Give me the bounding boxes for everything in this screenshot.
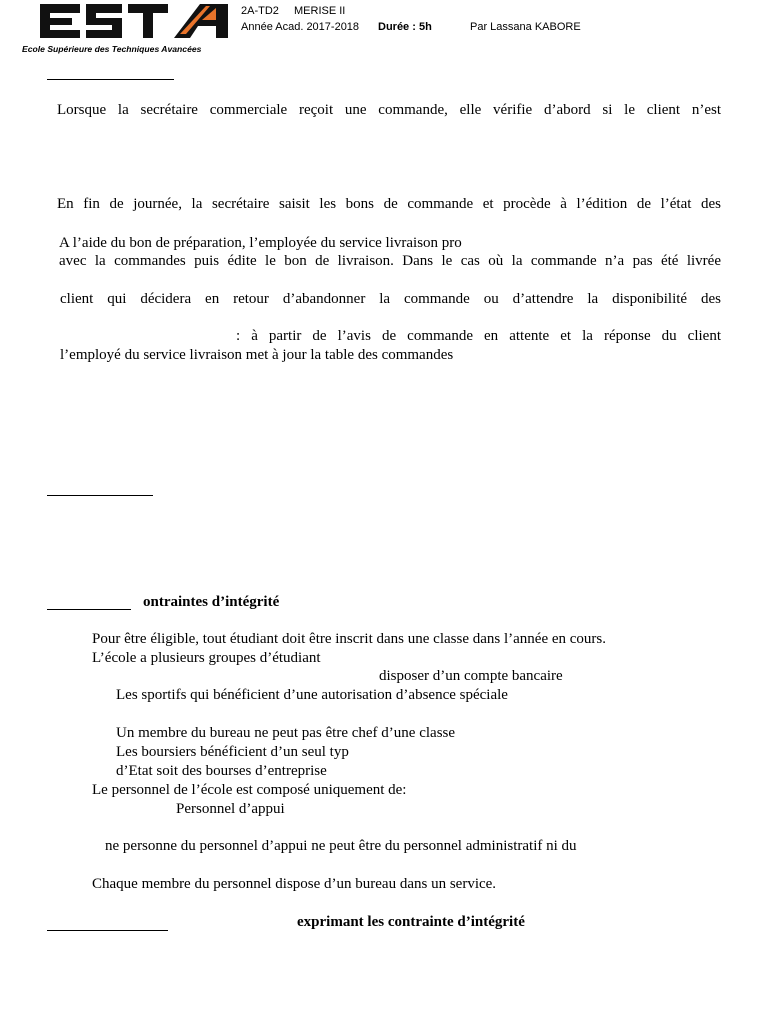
duration: Durée : 5h [378, 21, 432, 33]
section-heading: ontraintes d’intégrité [143, 594, 280, 610]
course-code: 2A-TD2 [241, 5, 279, 17]
constraint-line: d’Etat soit des bourses d’entreprise [116, 763, 327, 779]
school-logo [22, 4, 228, 56]
constraint-line: Personnel d’appui [176, 801, 285, 817]
section-heading-rule [47, 495, 153, 496]
constraint-line: Pour être éligible, tout étudiant doit être inscrit dans une classe dans l’année en cours. [92, 631, 607, 647]
constraint-line: Le personnel de l’école est composé uniquement de: [92, 782, 407, 798]
academic-year: Année Acad. 2017-2018 [241, 21, 360, 33]
section-heading: exprimant les contrainte d’intégrité [297, 914, 525, 930]
course-name: MERISE II [294, 5, 346, 17]
paragraph-line: l’employé du service livraison met à jour la table des commandes [60, 347, 454, 363]
constraint-line: Les boursiers bénéficient d’un seul typ [116, 744, 349, 760]
esta-logo-icon [40, 4, 228, 42]
paragraph-line: : à partir de l’avis de commande en attente et la réponse du client [236, 328, 721, 344]
paragraph-line: client qui décidera en retour d’abandonner la commande ou d’attendre la disponibilité des [60, 291, 721, 307]
paragraph-line: Lorsque la secrétaire commerciale reçoit une commande, elle vérifie d’abord si le client n’est [57, 102, 721, 118]
constraint-line: ne personne du personnel d’appui ne peut être du personnel administratif ni du [105, 838, 577, 854]
paragraph-line: avec la commandes puis édite le bon de livraison. Dans le cas où la commande n’a pas été livrée [59, 253, 721, 269]
section-heading-rule [47, 609, 131, 610]
constraint-line: Un membre du bureau ne peut pas être chef d’une classe [116, 725, 456, 741]
constraint-line: Les sportifs qui bénéficient d’une autorisation d’absence spéciale [116, 687, 508, 703]
constraint-line: disposer d’un compte bancaire [379, 668, 563, 684]
constraint-line: Chaque membre du personnel dispose d’un bureau dans un service. [92, 876, 497, 892]
paragraph-line: En fin de journée, la secrétaire saisit les bons de commande et procède à l’édition de l’état des [57, 196, 721, 212]
constraint-line: L’école a plusieurs groupes d’étudiant [92, 650, 321, 666]
author: Par Lassana KABORE [470, 21, 581, 33]
paragraph-line: A l’aide du bon de préparation, l’employée du service livraison pro [59, 235, 462, 251]
section-heading-rule [47, 930, 168, 931]
logo-caption: Ecole Supérieure des Techniques Avancées [22, 44, 202, 54]
section-heading-rule [47, 79, 174, 80]
